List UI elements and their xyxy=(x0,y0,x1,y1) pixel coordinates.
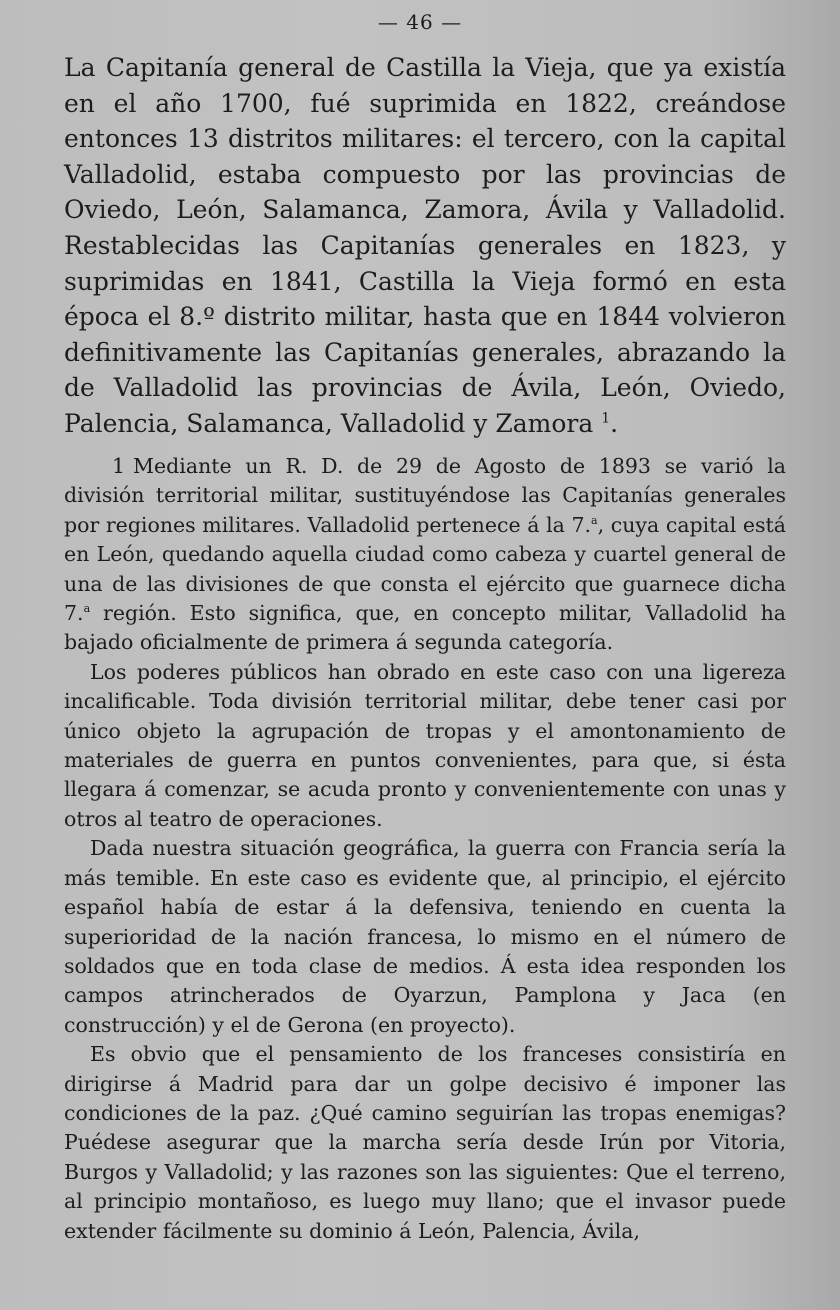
footnote-paragraph-3: Dada nuestra situación geográfica, la guerra con Francia sería la más temible. En este caso es evidente que, al principio, el ejército español había de estar á la defensiva, teniendo en cuenta la superioridad de la nación francesa, lo mismo en el número de soldados que en toda clase de medios. Á esta idea responden los campos atrincherados de Oyarzun, Pamplona y Jaca (en construcción) y el de Gerona (en proyecto). xyxy=(64,836,786,1037)
ordinal-superscript: a xyxy=(591,513,598,527)
footnote-text-c: región. Esto significa, que, en concepto militar, Valladolid ha bajado oficialmente de primera á segunda categoría. xyxy=(64,601,786,655)
footnote-marker: 1 xyxy=(112,454,126,478)
ordinal-superscript: a xyxy=(83,602,91,616)
footnote-text-a: Mediante un R. D. de 29 de Agosto de 1893 se varió la división territorial militar, sustituyéndose las Capitanías generales por regiones militares. Valladolid pertenece á la 7. xyxy=(64,454,786,537)
main-paragraph: La Capitanía general de Castilla la Vieja, que ya existía en el año 1700, fué suprimida en 1822, creándose entonces 13 distritos militares: el tercero, con la capital Valladolid, estaba compuesto por las provincias de Oviedo, León, Salamanca, Zamora, Ávila y Valladolid. Restablecidas las Capitanías generales en 1823, y suprimidas en 1841, Castilla la Vieja formó en esta época el 8.º distrito militar, hasta que en 1844 volvieron definitivamente las Capitanías generales, abrazando la de Valladolid las provincias de Ávila, León, Oviedo, Palencia, Salamanca, Valladolid y Zamora $^1$. xyxy=(64,53,786,438)
footnote-paragraph-4: Es obvio que el pensamiento de los franceses consistiría en dirigirse á Madrid para dar un golpe decisivo é imponer las condiciones de la paz. ¿Qué camino seguirían las tropas enemigas? Puédese asegurar que la marcha sería desde Irún por Vitoria, Burgos y Valladolid; y las razones son las siguientes: Que el terreno, al principio montañoso, es luego muy llano; que el invasor puede extender fácilmente su dominio á León, Palencia, Ávila, xyxy=(64,1042,786,1243)
footnote-text-b: , cuya capital está en León, quedando aquella ciudad como cabeza y cuartel general de una de las divisiones de que consta el ejército que guarnece dicha 7. xyxy=(64,512,786,626)
footnote-paragraph-1 xyxy=(64,452,786,658)
page-number: — 46 — xyxy=(377,10,463,34)
footnote-reference: 1 xyxy=(601,410,611,427)
footnote xyxy=(64,452,786,1246)
main-paragraph-text: La Capitanía general de Castilla la Vieja, que ya existía en el año 1700, fué suprimida en 1822, creándose entonces 13 distritos militares: el tercero, con la capital Valladolid, estaba compuesto por las provincias de Oviedo, León, Salamanca, Zamora, Ávila y Valladolid. Restablecidas las Capitanías generales en 1823, y suprimidas en 1841, Castilla la Vieja formó en esta época el 8.º distrito militar, hasta que en 1844 volvieron definitivamente las Capitanías generales, abrazando la de Valladolid las provincias de Ávila, León, Oviedo, Palencia, Salamanca, Valladolid y Zamora xyxy=(64,53,786,438)
footnote-paragraph-2: Los poderes públicos han obrado en este caso con una ligereza incalificable. Toda división territorial militar, debe tener casi por único objeto la agrupación de tropas y el amontonamiento de materiales de guerra en puntos convenientes, para que, si ésta llegara á comenzar, se acuda pronto y convenientemente con unas y otros al teatro de operaciones. xyxy=(64,659,786,831)
